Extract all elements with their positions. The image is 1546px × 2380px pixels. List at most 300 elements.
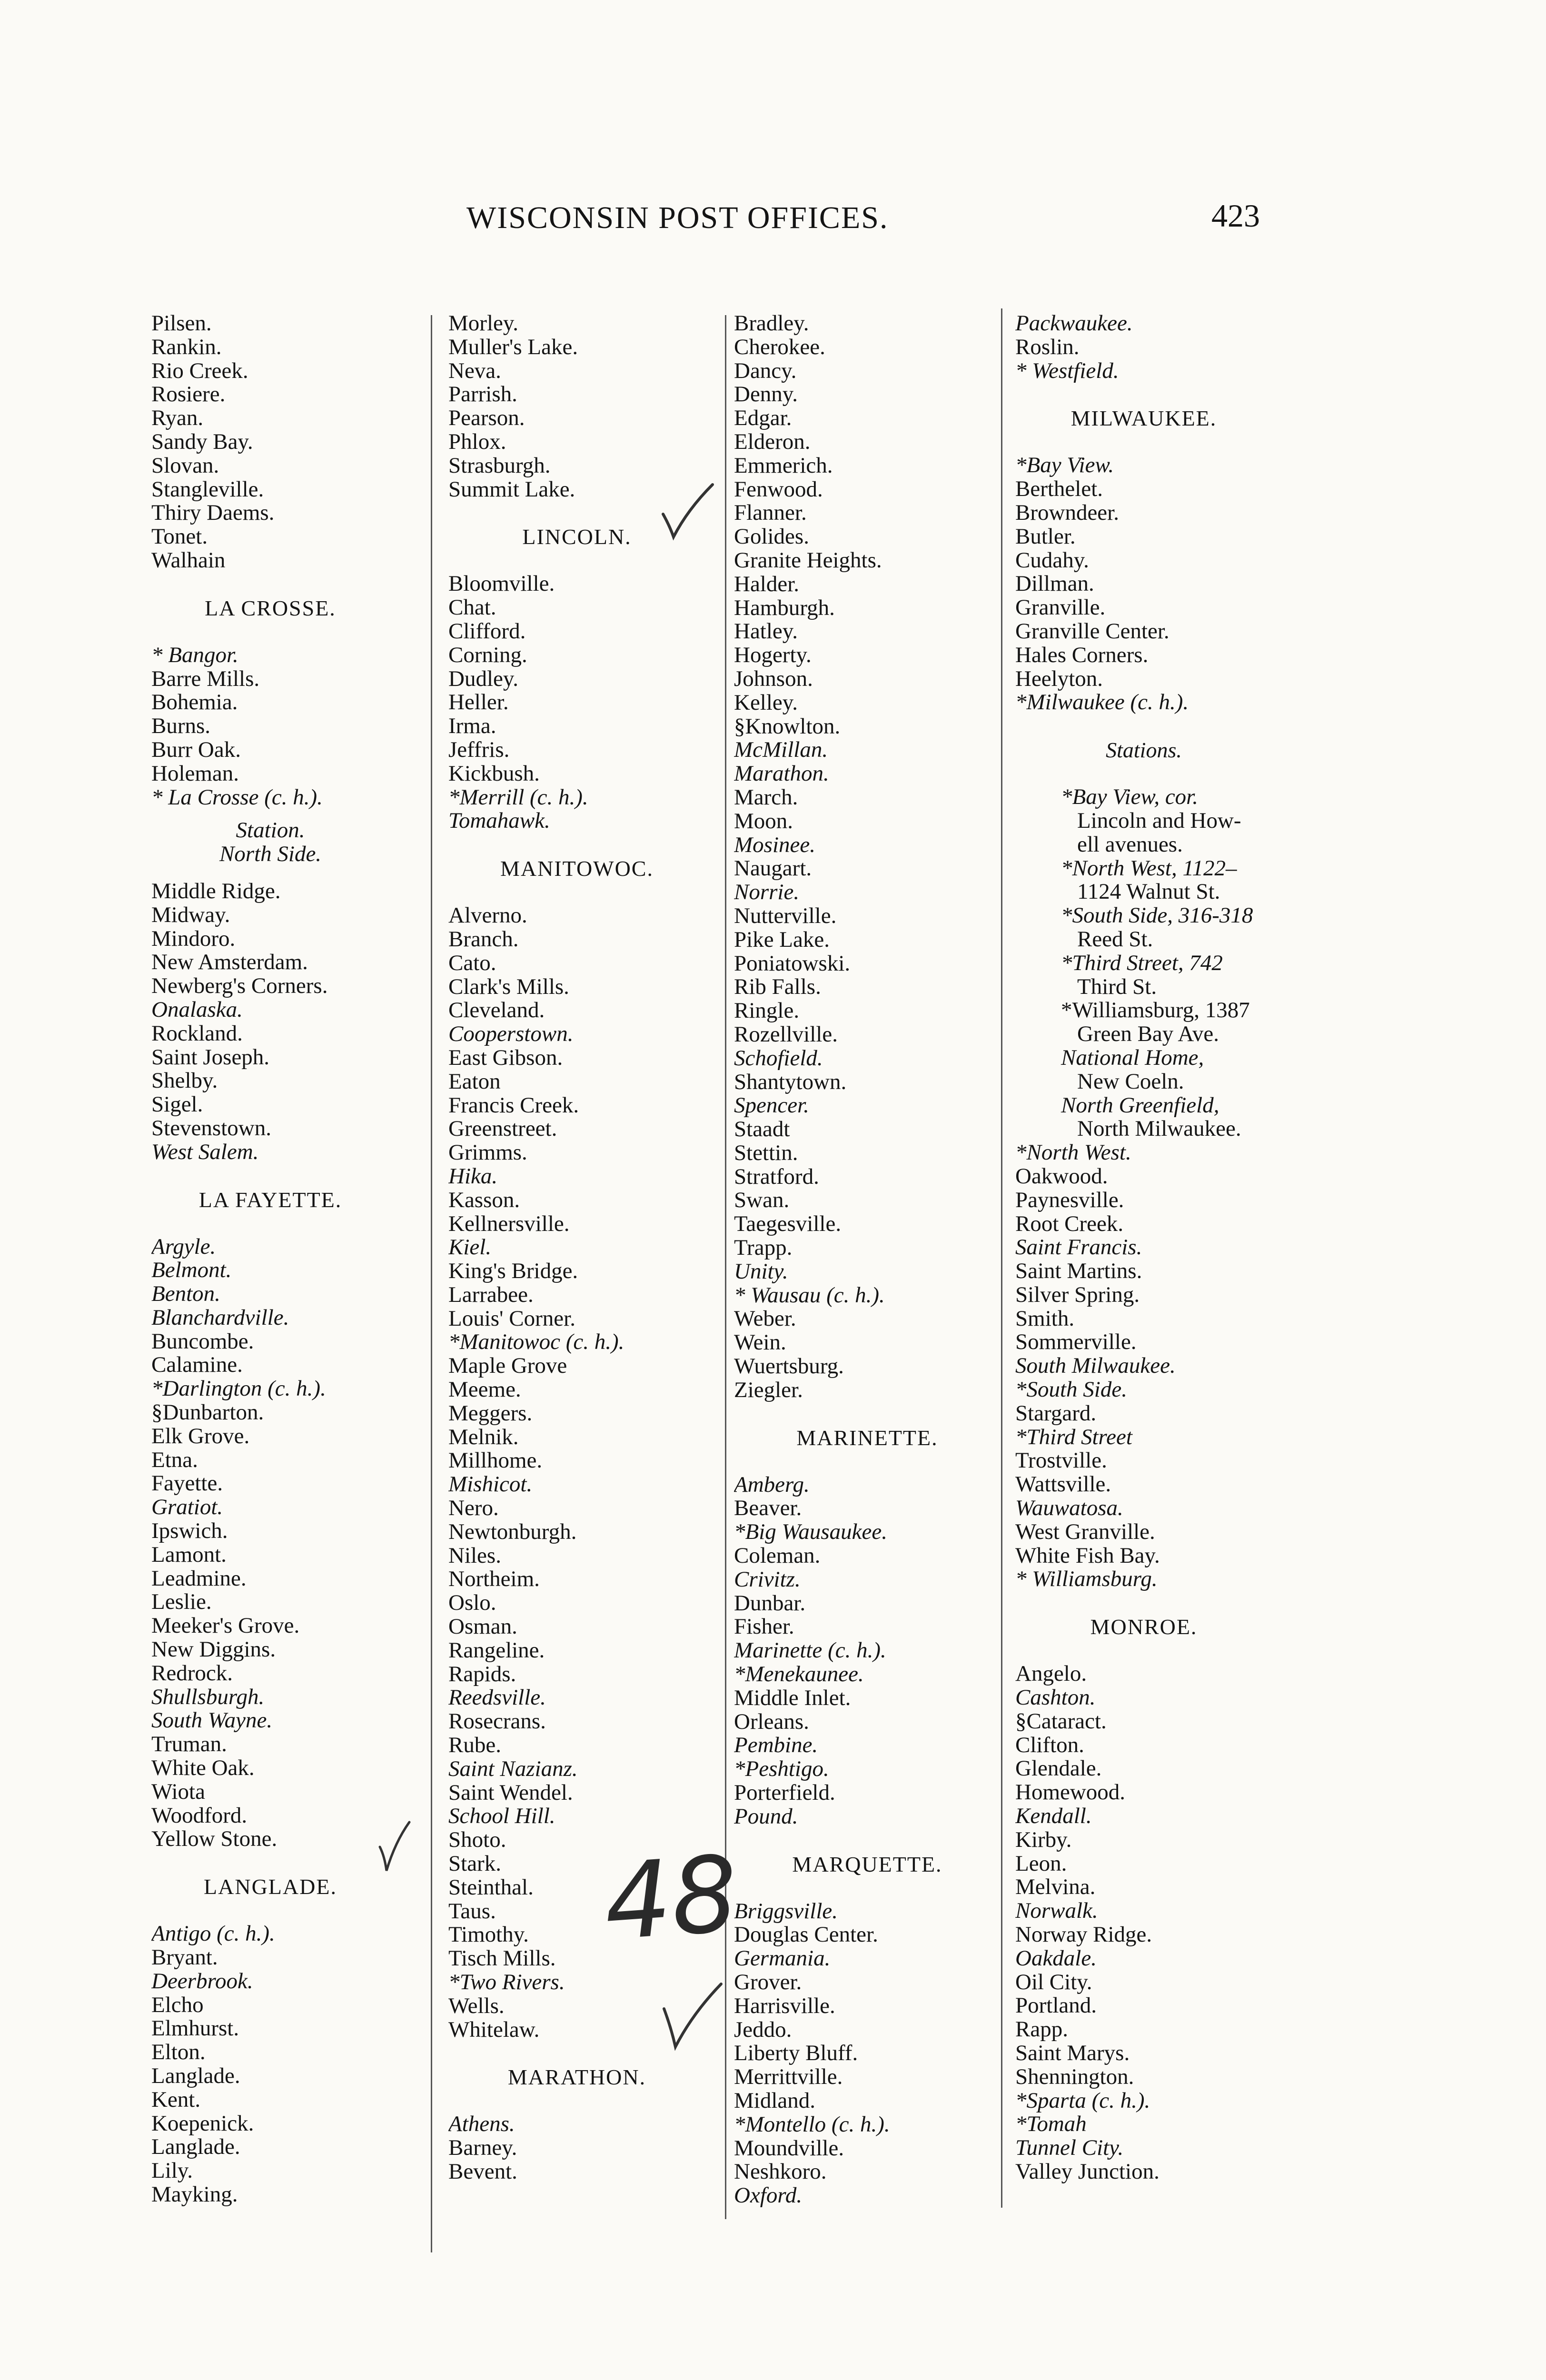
post-office-thiry-daems: Thiry Daems. bbox=[151, 501, 275, 526]
post-office-rangeline: Rangeline. bbox=[448, 1638, 545, 1663]
post-office-two-rivers: *Two Rivers. bbox=[448, 1971, 565, 1994]
post-office-steinthal: Steinthal. bbox=[448, 1875, 534, 1900]
post-office-taus: Taus. bbox=[448, 1899, 496, 1924]
post-office-mosinee: Mosinee. bbox=[734, 833, 815, 857]
post-office-middle-inlet: Middle Inlet. bbox=[734, 1686, 851, 1710]
post-office-gratiot: Gratiot. bbox=[151, 1496, 223, 1520]
county-heading: MILWAUKEE. bbox=[1070, 406, 1217, 431]
post-office-south-milwaukee: South Milwaukee. bbox=[1015, 1354, 1176, 1378]
post-office-meeker-s-grove: Meeker's Grove. bbox=[151, 1614, 300, 1638]
post-office-march: March. bbox=[734, 785, 798, 810]
column-1 bbox=[151, 312, 418, 2207]
post-office-irma: Irma. bbox=[448, 714, 496, 738]
post-office-king-s-bridge: King's Bridge. bbox=[448, 1259, 578, 1283]
post-office-kelley: Kelley. bbox=[734, 691, 798, 715]
post-office-hika: Hika. bbox=[448, 1164, 498, 1189]
post-office-melvina: Melvina. bbox=[1015, 1875, 1096, 1900]
post-office-crivitz: Crivitz. bbox=[734, 1567, 801, 1592]
post-office-saint-marys: Saint Marys. bbox=[1015, 2042, 1130, 2065]
post-office-burns: Burns. bbox=[151, 714, 211, 738]
post-office-leon: Leon. bbox=[1015, 1852, 1067, 1876]
page-header bbox=[0, 200, 1546, 238]
post-office-peshtigo: *Peshtigo. bbox=[734, 1757, 829, 1782]
post-office-newtonburgh: Newtonburgh. bbox=[448, 1520, 577, 1544]
post-office-hogerty: Hogerty. bbox=[734, 644, 812, 667]
post-office-dancy: Dancy. bbox=[734, 359, 797, 383]
post-office-cato: Cato. bbox=[448, 951, 496, 975]
post-office-niles: Niles. bbox=[448, 1544, 501, 1568]
post-office-saint-francis: Saint Francis. bbox=[1015, 1236, 1142, 1260]
post-office-slovan: Slovan. bbox=[151, 454, 219, 478]
post-office-pound: Pound. bbox=[734, 1805, 798, 1829]
post-office-saint-nazianz: Saint Nazianz. bbox=[448, 1757, 578, 1781]
post-office-tonet: Tonet. bbox=[151, 525, 208, 549]
post-office-elmhurst: Elmhurst. bbox=[151, 2017, 239, 2041]
post-office-national-home: National Home, bbox=[1061, 1046, 1204, 1070]
post-office-golides: Golides. bbox=[734, 525, 809, 549]
post-office-third-st: Third St. bbox=[1077, 975, 1157, 999]
post-office-shennington: Shennington. bbox=[1015, 2065, 1134, 2089]
post-office-redrock: Redrock. bbox=[151, 1661, 233, 1686]
post-office-barre-mills: Barre Mills. bbox=[151, 667, 260, 691]
post-office-south-wayne: South Wayne. bbox=[151, 1709, 273, 1733]
county-heading: MANITOWOC. bbox=[500, 856, 654, 881]
post-office-stark: Stark. bbox=[448, 1852, 501, 1876]
post-office-onalaska: Onalaska. bbox=[151, 998, 243, 1022]
post-office-kirby: Kirby. bbox=[1015, 1828, 1072, 1852]
post-office-bradley: Bradley. bbox=[734, 312, 809, 336]
post-office-clark-s-mills: Clark's Mills. bbox=[448, 975, 569, 999]
post-office-fayette: Fayette. bbox=[151, 1472, 223, 1496]
post-office-tisch-mills: Tisch Mills. bbox=[448, 1947, 556, 1971]
post-office-paynesville: Paynesville. bbox=[1015, 1188, 1124, 1212]
post-office-butler: Butler. bbox=[1015, 525, 1076, 549]
post-office-ryan: Ryan. bbox=[151, 407, 204, 430]
post-office-root-creek: Root Creek. bbox=[1015, 1212, 1124, 1236]
post-office-millhome: Millhome. bbox=[448, 1449, 543, 1473]
post-office-alverno: Alverno. bbox=[448, 904, 527, 928]
post-office-norwalk: Norwalk. bbox=[1015, 1899, 1098, 1924]
post-office-spencer: Spencer. bbox=[734, 1094, 809, 1118]
post-office-unity: Unity. bbox=[734, 1259, 788, 1284]
post-office-naugart: Naugart. bbox=[734, 857, 812, 881]
column-4 bbox=[1015, 312, 1310, 2184]
post-office-walhain: Walhain bbox=[151, 548, 226, 573]
post-office-staadt: Staadt bbox=[734, 1118, 790, 1141]
post-office-montello-c-h: *Montello (c. h.). bbox=[734, 2112, 890, 2137]
column-3 bbox=[734, 312, 1001, 2208]
county-heading: MARQUETTE. bbox=[792, 1852, 942, 1876]
post-office-glendale: Glendale. bbox=[1015, 1757, 1102, 1781]
county-heading: LA CROSSE. bbox=[205, 595, 336, 620]
post-office-marathon: Marathon. bbox=[734, 762, 829, 786]
post-office-summit-lake: Summit Lake. bbox=[448, 477, 575, 502]
post-office-dudley: Dudley. bbox=[448, 667, 519, 691]
post-office-reedsville: Reedsville. bbox=[448, 1686, 546, 1710]
post-office-greenstreet: Greenstreet. bbox=[448, 1117, 557, 1141]
post-office-cataract: §Cataract. bbox=[1015, 1709, 1107, 1734]
post-office-cherokee: Cherokee. bbox=[734, 335, 825, 359]
page-number: 423 bbox=[1211, 198, 1260, 234]
post-office-deerbrook: Deerbrook. bbox=[151, 1969, 253, 1993]
post-office-north-milwaukee: North Milwaukee. bbox=[1077, 1117, 1241, 1141]
post-office-clifton: Clifton. bbox=[1015, 1733, 1084, 1757]
post-office-meggers: Meggers. bbox=[448, 1401, 533, 1426]
post-office-chat: Chat. bbox=[448, 596, 496, 620]
page-title: WISCONSIN POST OFFICES. bbox=[466, 200, 889, 235]
post-office-south-side-316-318: *South Side, 316-318 bbox=[1061, 904, 1253, 928]
post-office-wuertsburg: Wuertsburg. bbox=[734, 1355, 844, 1378]
post-office-bay-view-cor: *Bay View, cor. bbox=[1061, 785, 1199, 809]
post-office-bangor: * Bangor. bbox=[151, 643, 238, 667]
post-office-milwaukee-c-h: *Milwaukee (c. h.). bbox=[1015, 691, 1189, 715]
post-office-morley: Morley. bbox=[448, 312, 519, 336]
post-office-white-oak: White Oak. bbox=[151, 1756, 255, 1780]
post-office-stangleville: Stangleville. bbox=[151, 477, 264, 502]
post-office-halder: Halder. bbox=[734, 572, 800, 596]
post-office-poniatowski: Poniatowski. bbox=[734, 952, 851, 976]
post-office-darlington-c-h: *Darlington (c. h.). bbox=[151, 1377, 326, 1401]
post-office-wausau-c-h: * Wausau (c. h.). bbox=[734, 1283, 885, 1308]
post-office-eaton: Eaton bbox=[448, 1070, 501, 1094]
post-office-tunnel-city: Tunnel City. bbox=[1015, 2136, 1124, 2160]
post-office-berthelet: Berthelet. bbox=[1015, 477, 1103, 501]
post-office-rozellville: Rozellville. bbox=[734, 1022, 838, 1047]
post-office-midland: Midland. bbox=[734, 2089, 816, 2113]
post-office-kasson: Kasson. bbox=[448, 1188, 520, 1212]
post-office-fisher: Fisher. bbox=[734, 1615, 794, 1639]
post-office-wattsville: Wattsville. bbox=[1015, 1473, 1111, 1497]
post-office-big-wausaukee: *Big Wausaukee. bbox=[734, 1520, 887, 1545]
post-office-north-west: *North West. bbox=[1015, 1141, 1131, 1165]
post-office-kickbush: Kickbush. bbox=[448, 762, 540, 786]
post-office-lily: Lily. bbox=[151, 2159, 193, 2183]
post-office-denny: Denny. bbox=[734, 383, 798, 407]
post-office-ell-avenues: ell avenues. bbox=[1077, 833, 1183, 857]
post-office-muller-s-lake: Muller's Lake. bbox=[448, 335, 578, 359]
post-office-jeffris: Jeffris. bbox=[448, 738, 510, 762]
post-office-moundville: Moundville. bbox=[734, 2136, 844, 2161]
post-office-granite-heights: Granite Heights. bbox=[734, 548, 882, 573]
post-office-knowlton: §Knowlton. bbox=[734, 714, 841, 739]
post-office-heller: Heller. bbox=[448, 691, 509, 715]
post-office-calamine: Calamine. bbox=[151, 1353, 243, 1378]
post-office-portland: Portland. bbox=[1015, 1994, 1097, 2018]
post-office-argyle: Argyle. bbox=[151, 1235, 216, 1259]
post-office-oil-city: Oil City. bbox=[1015, 1970, 1092, 1994]
post-office-third-street: *Third Street bbox=[1015, 1425, 1132, 1449]
post-office-midway: Midway. bbox=[151, 903, 230, 927]
post-office-fenwood: Fenwood. bbox=[734, 477, 823, 502]
post-office-clifford: Clifford. bbox=[448, 619, 526, 644]
post-office-south-side: *South Side. bbox=[1015, 1378, 1127, 1402]
post-office-wein: Wein. bbox=[734, 1331, 786, 1355]
post-office-wells: Wells. bbox=[448, 1994, 505, 2018]
post-office-dunbarton: §Dunbarton. bbox=[151, 1401, 264, 1425]
post-office-1124-walnut-st: 1124 Walnut St. bbox=[1077, 880, 1220, 904]
post-office-leadmine: Leadmine. bbox=[151, 1567, 247, 1591]
post-office-shoto: Shoto. bbox=[448, 1828, 506, 1853]
checkmark-icon bbox=[659, 1980, 726, 2052]
post-office-smith: Smith. bbox=[1015, 1307, 1075, 1331]
post-office-packwaukee: Packwaukee. bbox=[1015, 312, 1133, 336]
post-office-amberg: Amberg. bbox=[734, 1473, 810, 1497]
post-office-rapp: Rapp. bbox=[1015, 2018, 1068, 2042]
post-office-rankin: Rankin. bbox=[151, 335, 222, 359]
post-office-koepenick: Koepenick. bbox=[151, 2112, 254, 2136]
checkmark-icon bbox=[376, 1818, 414, 1875]
post-office-shelby: Shelby. bbox=[151, 1069, 218, 1093]
post-office-germania: Germania. bbox=[734, 1947, 831, 1971]
post-office-branch: Branch. bbox=[448, 927, 519, 952]
post-office-merrittville: Merrittville. bbox=[734, 2065, 843, 2089]
post-office-third-street-742: *Third Street, 742 bbox=[1061, 951, 1223, 975]
post-office-nutterville: Nutterville. bbox=[734, 904, 837, 928]
post-office-school-hill: School Hill. bbox=[448, 1805, 555, 1829]
post-office-reed-st: Reed St. bbox=[1077, 927, 1153, 952]
post-office-elderon: Elderon. bbox=[734, 430, 811, 454]
post-office-truman: Truman. bbox=[151, 1733, 227, 1757]
post-office-briggsville: Briggsville. bbox=[734, 1899, 838, 1924]
post-office-elton: Elton. bbox=[151, 2041, 206, 2064]
post-office-schofield: Schofield. bbox=[734, 1046, 823, 1071]
checkmark-icon bbox=[659, 481, 716, 543]
post-office-saint-joseph: Saint Joseph. bbox=[151, 1045, 270, 1070]
post-office-roslin: Roslin. bbox=[1015, 335, 1080, 359]
post-office-melnik: Melnik. bbox=[448, 1425, 519, 1449]
post-office-mcmillan: McMillan. bbox=[734, 738, 828, 763]
post-office-north-greenfield: North Greenfield, bbox=[1061, 1093, 1219, 1118]
post-office-norway-ridge: Norway Ridge. bbox=[1015, 1923, 1152, 1947]
section-subheading: North Side. bbox=[219, 842, 322, 867]
handwritten-number: 48 bbox=[600, 1833, 742, 1964]
post-office-athens: Athens. bbox=[448, 2112, 515, 2137]
post-office-woodford: Woodford. bbox=[151, 1804, 248, 1828]
column-divider bbox=[1001, 308, 1002, 2208]
post-office-rio-creek: Rio Creek. bbox=[151, 359, 248, 383]
post-office-ziegler: Ziegler. bbox=[734, 1378, 803, 1402]
post-office-strasburgh: Strasburgh. bbox=[448, 454, 551, 478]
post-office-cleveland: Cleveland. bbox=[448, 999, 545, 1023]
post-office-maple-grove: Maple Grove bbox=[448, 1354, 567, 1378]
post-office-leslie: Leslie. bbox=[151, 1590, 212, 1615]
post-office-menekaunee: *Menekaunee. bbox=[734, 1663, 864, 1686]
post-office-hamburgh: Hamburgh. bbox=[734, 596, 835, 620]
post-office-lincoln-and-how: Lincoln and How- bbox=[1077, 809, 1241, 833]
post-office-merrill-c-h: *Merrill (c. h.). bbox=[448, 785, 588, 810]
post-office-kellnersville: Kellnersville. bbox=[448, 1212, 570, 1236]
post-office-pilsen: Pilsen. bbox=[151, 312, 212, 336]
post-office-sigel: Sigel. bbox=[151, 1093, 203, 1117]
post-office-benton: Benton. bbox=[151, 1282, 220, 1306]
post-office-orleans: Orleans. bbox=[734, 1710, 809, 1734]
post-office-bohemia: Bohemia. bbox=[151, 691, 238, 715]
post-office-holeman: Holeman. bbox=[151, 762, 239, 786]
post-office-edgar: Edgar. bbox=[734, 407, 792, 430]
post-office-williamsburg-1387: *Williamsburg, 1387 bbox=[1061, 999, 1250, 1023]
post-office-beaver: Beaver. bbox=[734, 1497, 802, 1521]
post-office-hatley: Hatley. bbox=[734, 620, 798, 644]
post-office-blanchardville: Blanchardville. bbox=[151, 1306, 289, 1330]
post-office-kent: Kent. bbox=[151, 2088, 201, 2112]
post-office-mishicot: Mishicot. bbox=[448, 1473, 533, 1497]
post-office-kiel: Kiel. bbox=[448, 1236, 492, 1260]
post-office-moon: Moon. bbox=[734, 809, 793, 833]
post-office-bloomville: Bloomville. bbox=[448, 572, 555, 596]
post-office-north-west-1122: *North West, 1122– bbox=[1061, 856, 1237, 881]
post-office-williamsburg: * Williamsburg. bbox=[1015, 1567, 1158, 1592]
post-office-dunbar: Dunbar. bbox=[734, 1591, 806, 1616]
post-office-pearson: Pearson. bbox=[448, 407, 525, 430]
post-office-cooperstown: Cooperstown. bbox=[448, 1022, 574, 1046]
post-office-sommerville: Sommerville. bbox=[1015, 1330, 1137, 1355]
post-office-yellow-stone: Yellow Stone. bbox=[151, 1827, 277, 1852]
post-office-ringle: Ringle. bbox=[734, 999, 800, 1023]
county-heading: MARATHON. bbox=[507, 2065, 646, 2090]
county-heading: LA FAYETTE. bbox=[198, 1187, 342, 1212]
post-office-stettin: Stettin. bbox=[734, 1141, 798, 1165]
post-office-heelyton: Heelyton. bbox=[1015, 667, 1103, 691]
post-office-stratford: Stratford. bbox=[734, 1165, 819, 1189]
post-office-wiota: Wiota bbox=[151, 1780, 205, 1804]
post-office-kendall: Kendall. bbox=[1015, 1805, 1092, 1828]
post-office-rockland: Rockland. bbox=[151, 1021, 243, 1046]
post-office-mayking: Mayking. bbox=[151, 2182, 238, 2207]
post-office-elcho: Elcho bbox=[151, 1993, 204, 2017]
post-office-barney: Barney. bbox=[448, 2136, 517, 2160]
post-office-la-crosse-c-h: * La Crosse (c. h.). bbox=[151, 785, 323, 810]
post-office-neva: Neva. bbox=[448, 359, 501, 383]
post-office-swan: Swan. bbox=[734, 1189, 790, 1213]
post-office-whitelaw: Whitelaw. bbox=[448, 2018, 540, 2042]
post-office-sandy-bay: Sandy Bay. bbox=[151, 430, 253, 454]
post-office-west-salem: West Salem. bbox=[151, 1140, 259, 1164]
post-office-oakdale: Oakdale. bbox=[1015, 1946, 1097, 1971]
post-office-northeim: Northeim. bbox=[448, 1567, 540, 1592]
post-office-etna: Etna. bbox=[151, 1448, 198, 1472]
post-office-bay-view: *Bay View. bbox=[1015, 454, 1114, 478]
post-office-neshkoro: Neshkoro. bbox=[734, 2160, 827, 2184]
post-office-timothy: Timothy. bbox=[448, 1923, 529, 1947]
post-office-granville: Granville. bbox=[1015, 596, 1106, 620]
post-office-larrabee: Larrabee. bbox=[448, 1283, 534, 1307]
post-office-trostville: Trostville. bbox=[1015, 1449, 1107, 1473]
post-office-homewood: Homewood. bbox=[1015, 1781, 1126, 1805]
post-office-shantytown: Shantytown. bbox=[734, 1070, 847, 1094]
post-office-mindoro: Mindoro. bbox=[151, 927, 236, 951]
post-office-stargard: Stargard. bbox=[1015, 1401, 1097, 1426]
post-office-jeddo: Jeddo. bbox=[734, 2018, 792, 2042]
post-office-angelo: Angelo. bbox=[1015, 1662, 1087, 1686]
post-office-newberg-s-corners: Newberg's Corners. bbox=[151, 974, 328, 998]
post-office-elk-grove: Elk Grove. bbox=[151, 1424, 250, 1448]
post-office-cashton: Cashton. bbox=[1015, 1686, 1096, 1710]
post-office-belmont: Belmont. bbox=[151, 1259, 232, 1283]
post-office-oslo: Oslo. bbox=[448, 1591, 496, 1616]
post-office-nero: Nero. bbox=[448, 1497, 499, 1520]
post-office-francis-creek: Francis Creek. bbox=[448, 1093, 579, 1118]
post-office-tomahawk: Tomahawk. bbox=[448, 809, 550, 833]
post-office-flanner: Flanner. bbox=[734, 501, 807, 526]
post-office-cudahy: Cudahy. bbox=[1015, 548, 1089, 573]
post-office-johnson: Johnson. bbox=[734, 667, 813, 691]
post-office-middle-ridge: Middle Ridge. bbox=[151, 879, 281, 903]
post-office-tomah: *Tomah bbox=[1015, 2112, 1087, 2137]
section-subheading: Station. bbox=[236, 818, 305, 843]
post-office-osman: Osman. bbox=[448, 1615, 517, 1639]
post-office-parrish: Parrish. bbox=[448, 383, 517, 407]
column-divider bbox=[431, 315, 432, 2252]
county-heading: LANGLADE. bbox=[204, 1874, 337, 1899]
post-office-coleman: Coleman. bbox=[734, 1544, 821, 1568]
post-office-pike-lake: Pike Lake. bbox=[734, 928, 830, 952]
post-office-louis-corner: Louis' Corner. bbox=[448, 1307, 575, 1331]
post-office-west-granville: West Granville. bbox=[1015, 1520, 1155, 1544]
post-office-liberty-bluff: Liberty Bluff. bbox=[734, 2042, 858, 2066]
post-office-rosecrans: Rosecrans. bbox=[448, 1710, 546, 1734]
post-office-taegesville: Taegesville. bbox=[734, 1212, 842, 1237]
post-office-hales-corners: Hales Corners. bbox=[1015, 643, 1149, 667]
post-office-rosiere: Rosiere. bbox=[151, 383, 226, 407]
post-office-antigo-c-h: Antigo (c. h.). bbox=[151, 1922, 275, 1946]
post-office-green-bay-ave: Green Bay Ave. bbox=[1077, 1022, 1219, 1046]
county-heading: Stations. bbox=[1106, 738, 1182, 763]
post-office-saint-wendel: Saint Wendel. bbox=[448, 1781, 573, 1805]
post-office-norrie: Norrie. bbox=[734, 881, 800, 904]
post-office-valley-junction: Valley Junction. bbox=[1015, 2160, 1160, 2184]
post-office-white-fish-bay: White Fish Bay. bbox=[1015, 1544, 1160, 1568]
post-office-douglas-center: Douglas Center. bbox=[734, 1923, 878, 1947]
post-office-shullsburgh: Shullsburgh. bbox=[151, 1685, 265, 1709]
post-office-langlade: Langlade. bbox=[151, 2064, 240, 2088]
post-office-sparta-c-h: *Sparta (c. h.). bbox=[1015, 2089, 1150, 2113]
post-office-stevenstown: Stevenstown. bbox=[151, 1116, 271, 1140]
post-office-dillman: Dillman. bbox=[1015, 572, 1094, 596]
post-office-oxford: Oxford. bbox=[734, 2184, 803, 2208]
county-heading: MONROE. bbox=[1090, 1615, 1198, 1639]
post-office-grimms: Grimms. bbox=[448, 1141, 527, 1165]
post-office-east-gibson: East Gibson. bbox=[448, 1046, 563, 1070]
county-heading: MARINETTE. bbox=[796, 1425, 938, 1450]
post-office-phlox: Phlox. bbox=[448, 430, 506, 454]
post-office-rib-falls: Rib Falls. bbox=[734, 975, 821, 1000]
post-office-rapids: Rapids. bbox=[448, 1662, 516, 1686]
post-office-burr-oak: Burr Oak. bbox=[151, 738, 241, 762]
post-office-rube: Rube. bbox=[448, 1734, 501, 1757]
post-office-new-coeln: New Coeln. bbox=[1077, 1070, 1184, 1094]
post-office-marinette-c-h: Marinette (c. h.). bbox=[734, 1639, 886, 1663]
post-office-saint-martins: Saint Martins. bbox=[1015, 1259, 1142, 1283]
post-office-lamont: Lamont. bbox=[151, 1543, 227, 1567]
post-office-trapp: Trapp. bbox=[734, 1236, 793, 1260]
post-office-grover: Grover. bbox=[734, 1971, 802, 1994]
post-office-corning: Corning. bbox=[448, 643, 527, 667]
post-office-emmerich: Emmerich. bbox=[734, 454, 833, 478]
post-office-bryant: Bryant. bbox=[151, 1946, 218, 1970]
post-office-pembine: Pembine. bbox=[734, 1734, 818, 1758]
post-office-porterfield: Porterfield. bbox=[734, 1781, 835, 1805]
county-heading: LINCOLN. bbox=[522, 525, 632, 549]
post-office-ipswich: Ipswich. bbox=[151, 1519, 228, 1543]
post-office-bevent: Bevent. bbox=[448, 2160, 517, 2184]
post-office-browndeer: Browndeer. bbox=[1015, 501, 1119, 525]
post-office-wauwatosa: Wauwatosa. bbox=[1015, 1497, 1123, 1520]
post-office-meeme: Meeme. bbox=[448, 1378, 521, 1402]
post-office-manitowoc-c-h: *Manitowoc (c. h.). bbox=[448, 1330, 624, 1355]
post-office-weber: Weber. bbox=[734, 1307, 796, 1331]
post-office-harrisville: Harrisville. bbox=[734, 1994, 835, 2018]
post-office-westfield: * Westfield. bbox=[1015, 359, 1119, 383]
